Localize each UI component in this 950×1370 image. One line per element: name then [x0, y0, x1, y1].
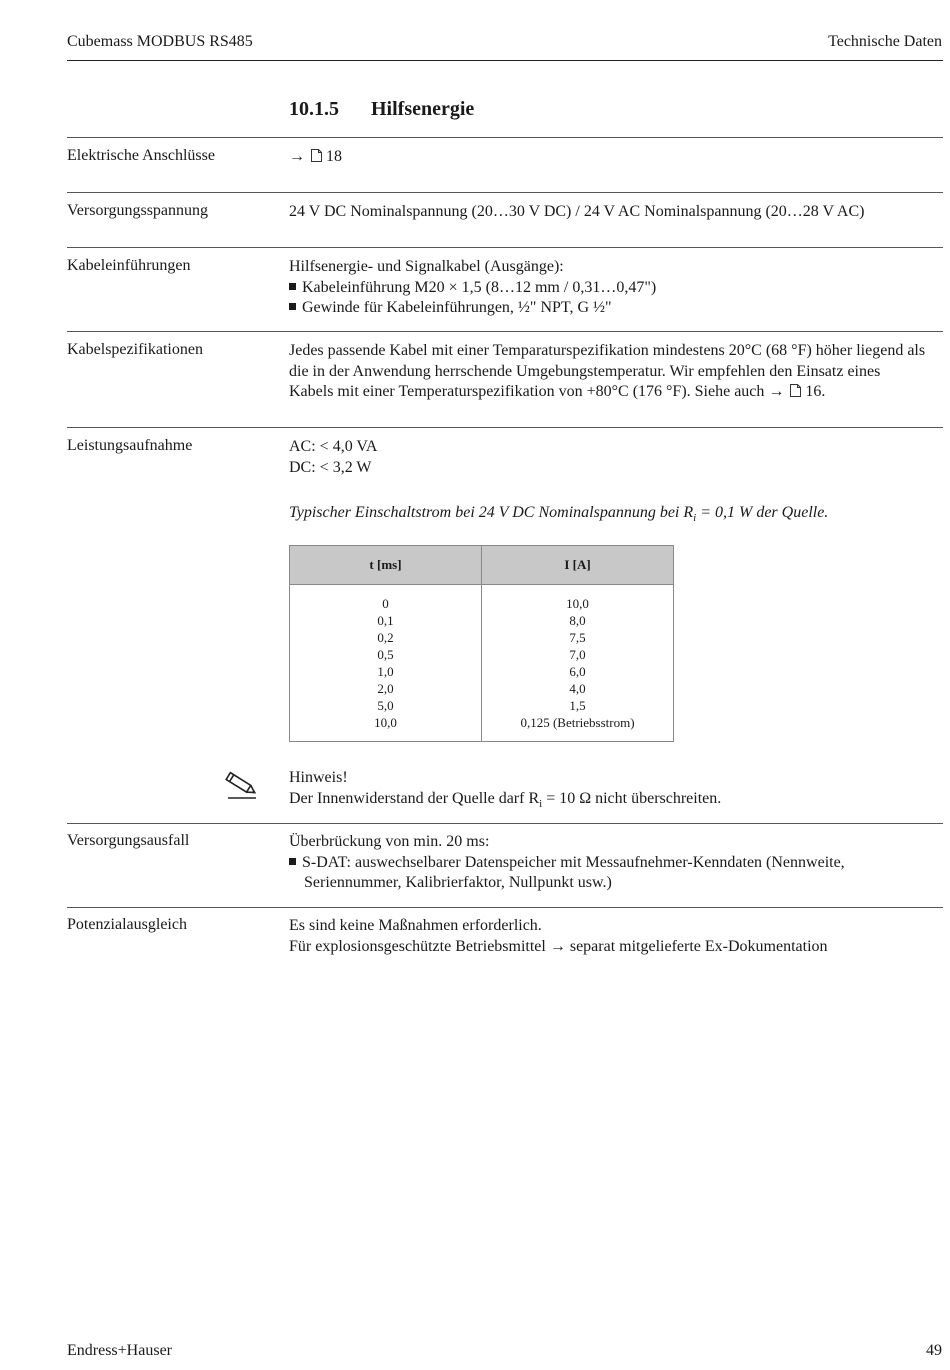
- arrow-icon: →: [289, 148, 305, 165]
- dc-value: DC: < 3,2 W: [289, 458, 372, 476]
- note-title: Hinweis!: [289, 769, 348, 786]
- table-row: [290, 585, 674, 742]
- elektrische-anschluesse-ref: [289, 147, 342, 168]
- column-header-t: t [ms]: [290, 546, 482, 585]
- label-potenzialausgleich: Potenzialausgleich: [67, 916, 187, 933]
- list-item: Kabeleinführung M20 × 1,5 (8…12 mm / 0,31…0,47"): [289, 278, 656, 299]
- bullet-icon: [289, 303, 296, 310]
- kabeleinfuehrungen-content: [289, 257, 656, 319]
- page-ref-link[interactable]: 18: [326, 148, 342, 165]
- table-caption: Typischer Einschaltstrom bei 24 V DC Nominalspannung bei $R_i = 0,1$ W der Quelle.: [289, 504, 829, 525]
- row-divider: [67, 427, 943, 428]
- bullet-icon: [289, 858, 296, 865]
- header-chapter: Technische Daten: [828, 33, 942, 50]
- t-values-cell: 0 0,1 0,2 0,5 1,0 2,0 5,0 10,0: [290, 585, 482, 742]
- kabeleinfuehrungen-intro: Hilfsenergie- und Signalkabel (Ausgänge):: [289, 258, 564, 275]
- kabelspezifikationen-content: Jedes passende Kabel mit einer Temparaturspezifikation mindestens 20°C (68 °F) höher liegend als die in der Anwendung herrschende Umgebungstemperatur. Wir empfehlen den Einsatz eines Kabels mit einer Temperaturspezifikation von +80°C (176 °F). Siehe auch → 16.: [289, 342, 926, 400]
- section-number: 10.1.5: [289, 98, 339, 120]
- ac-value: AC: < 4,0 VA: [289, 438, 378, 455]
- page-number: 49: [926, 1342, 942, 1359]
- label-leistungsaufnahme: Leistungsaufnahme: [67, 437, 193, 454]
- pencil-note-icon: [222, 767, 260, 801]
- versorgungsausfall-content: Überbrückung von min. 20 ms: S-DAT: auswechselbarer Datenspeicher mit Messaufnehmer-Kenndaten (Nennweite, Seriennummer, Kalibrierfaktor, Nullpunkt usw.): [289, 833, 845, 891]
- page-icon: [311, 149, 322, 162]
- list-item: S-DAT: auswechselbarer Datenspeicher mit Messaufnehmer-Kenndaten (Nennweite,: [289, 853, 845, 874]
- row-divider: [67, 331, 943, 332]
- section-heading: [289, 98, 474, 121]
- inrush-current-table: [289, 545, 674, 742]
- i-values-cell: 10,0 8,0 7,5 7,0 6,0 4,0 1,5 0,125 (Betriebsstrom): [482, 585, 674, 742]
- note-block: [289, 768, 721, 814]
- label-elektrische-anschluesse: Elektrische Anschlüsse: [67, 147, 215, 164]
- label-kabelspezifikationen: Kabelspezifikationen: [67, 341, 203, 358]
- label-versorgungsausfall: Versorgungsausfall: [67, 832, 190, 849]
- versorgungsspannung-text: 24 V DC Nominalspannung (20…30 V DC) / 24 V AC Nominalspannung (20…28 V AC): [289, 203, 865, 220]
- page-icon: [790, 384, 801, 397]
- column-header-i: I [A]: [482, 546, 674, 585]
- header-rule: [67, 60, 943, 61]
- row-divider: [67, 247, 943, 248]
- list-item: Gewinde für Kabeleinführungen, ½" NPT, G ½": [289, 298, 656, 319]
- bullet-icon: [289, 283, 296, 290]
- row-divider: [67, 823, 943, 824]
- potenzialausgleich-content: Es sind keine Maßnahmen erforderlich. Für explosionsgeschützte Betriebsmittel → separat mitgelieferte Ex-Dokumentation: [289, 917, 828, 955]
- note-text: Der Innenwiderstand der Quelle darf $R_i = 10$ Ω nicht überschreiten.: [289, 789, 722, 810]
- row-divider: [67, 907, 943, 908]
- footer-company: Endress+Hauser: [67, 1342, 172, 1359]
- label-versorgungsspannung: Versorgungsspannung: [67, 202, 209, 219]
- label-kabeleinfuehrungen: Kabeleinführungen: [67, 257, 191, 274]
- page-ref-link[interactable]: 16.: [805, 383, 826, 400]
- header-product: Cubemass MODBUS RS485: [67, 33, 253, 50]
- row-divider: [67, 192, 943, 193]
- leistungsaufnahme-values: [289, 437, 377, 478]
- section-title: Hilfsenergie: [371, 98, 475, 120]
- row-divider: [67, 137, 943, 138]
